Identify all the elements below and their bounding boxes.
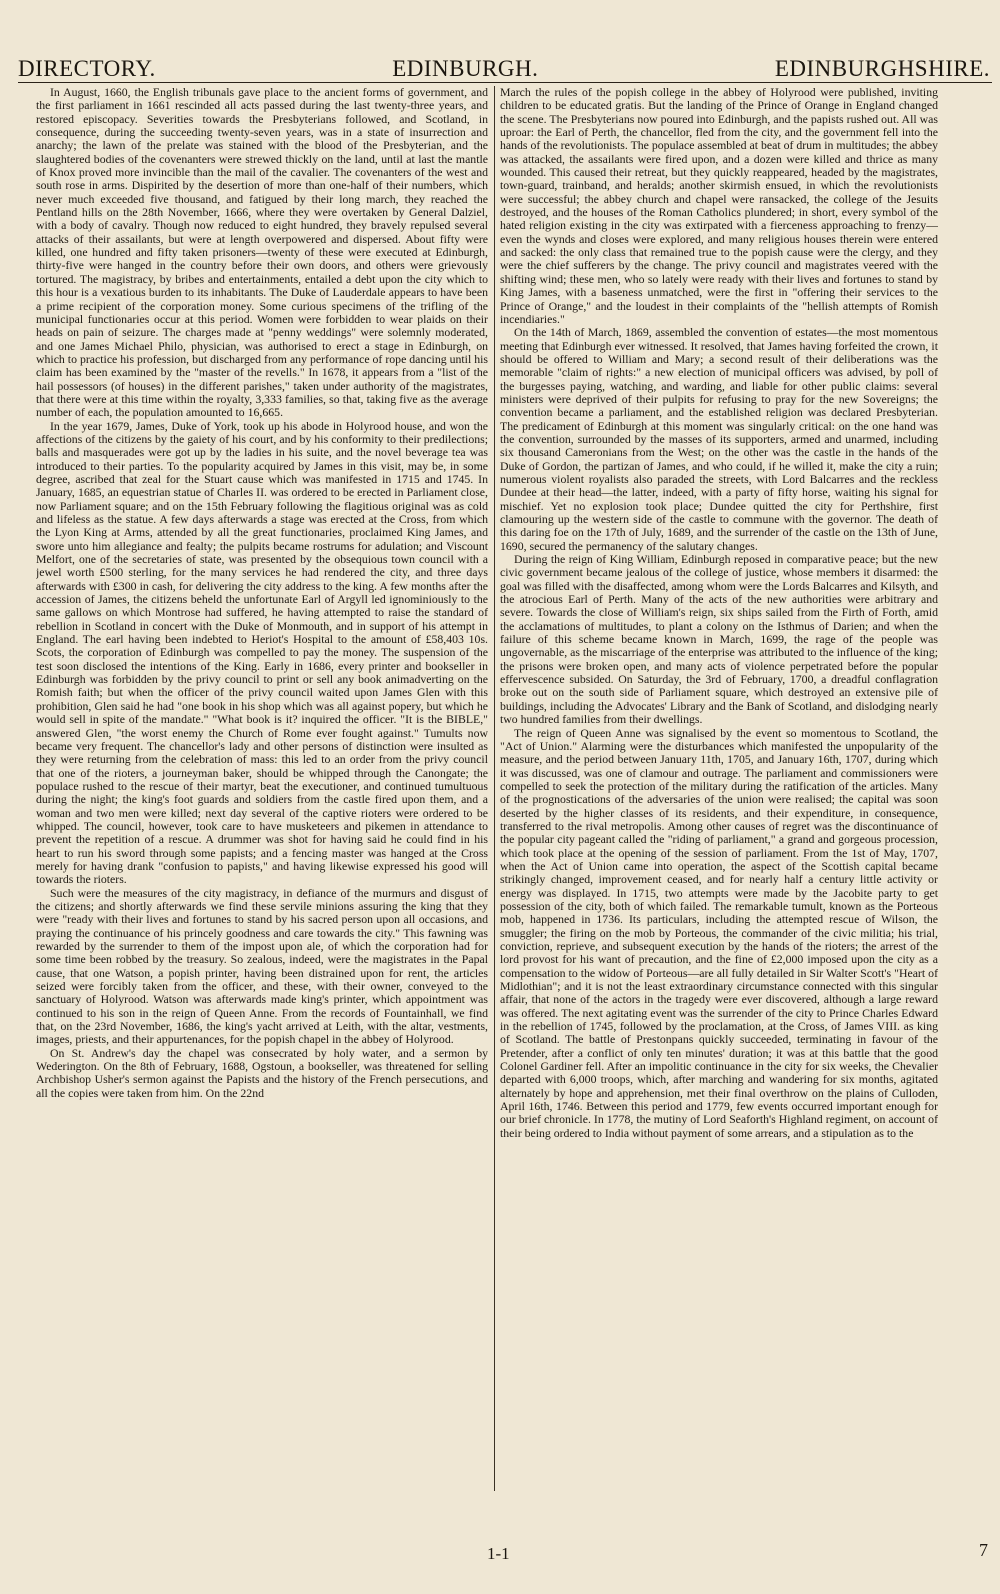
left-column (36, 86, 488, 1496)
paragraph: On the 14th of March, 1869, assembled the convention of estates—the most momentous meeting that Edinburgh ever witnessed. It resolved, that James having forfeited the crown, it should be offered to William and Mary; a second result of their deliberations was the memorable "claim of rights:" a new election of municipal officers was advised, by poll of the burgesses paying, watching, and warding, and liable for other public claims: several ministers were deprived of their pulpits for refusing to pray for the new Sovereigns; the convention became a parliament, and the established religion was declared Presbyterian. The predicament of Edinburgh at this moment was singularly critical: on the one hand was the convention, surrounded by the masses of its supporters, armed and unarmed, including six thousand Cameronians from the West; on the other was the castle in the hands of the Duke of Gordon, the partizan of James, and who could, if he willed it, make the city a ruin; numerous violent royalists also paraded the streets, with Lord Balcarres and the reckless Dundee at their head—the latter, indeed, with a party of fifty horse, waiting his signal for mischief. Yet no explosion took place; Dundee quitted the city for Perthshire, first clamouring up the western side of the castle to commune with the governor. The death of this daring foe on the 17th of July, 1689, and the surrender of the castle on the 13th of June, 1690, secured the permanency of the salutary changes. (500, 325, 938, 553)
right-column (500, 86, 938, 1496)
header-center: EDINBURGH. (392, 56, 539, 81)
paragraph: Such were the measures of the city magistracy, in defiance of the murmurs and disgust of the citizens; and shortly afterwards we find these servile minions assuring the king that they were "ready with their lives and fortunes to stand by his sacred person upon all occasions, and praying the continuance of his princely goodness and care towards the city." This fawning was rewarded by the surrender to them of the impost upon ale, of which the corporation had for some time been robbed by the treasury. So zealous, indeed, were the magistrates in the Papal cause, that one Watson, a popish printer, having been distrained upon for rent, the articles seized were forcibly taken from the officer, and these, with their owner, conveyed to the sanctuary of Holyrood. Watson was afterwards made king's printer, which appointment was continued to his son in the reign of Queen Anne. From the records of Fountainhall, we find that, on the 23rd November, 1686, the king's yacht arrived at Leith, with the altar, vestments, images, priests, and their appurtenances, for the popish chapel in the abbey of Holyrood. (36, 885, 488, 1047)
paragraph: In August, 1660, the English tribunals gave place to the ancient forms of government, and the first parliament in 1661 rescinded all acts passed during the last twenty-three years, and restored episcopacy. Severities towards the Presbyterians followed, and Scotland, in consequence, during the succeeding twenty-seven years, was in a state of insurrection and anarchy; the lawn of the prelate was stained with the blood of the Presbyterian, and the slaughtered bodies of the covenanters were strewed thickly on the land, until at last the mantle of Knox proved more invincible than the mail of the cavalier. The covenanters of the west and south rose in arms. Dispirited by the desertion of more than one-half of their numbers, which never much exceeded five thousand, and fatigued by their long march, they reached the Pentland hills on the 28th November, 1666, where they were overtaken by General Dalziel, with a body of cavalry. Though now reduced to eight hundred, they bravely repulsed several attacks of their assailants, but were at length overpowered and dispersed. About fifty were killed, one hundred and fifty taken prisoners—twenty of these were executed at Edinburgh, thirty-five were hanged in the country before their own doors, and others were grievously tortured. The magistracy, by bribes and entertainments, entailed a debt upon the city which to this hour is a vexatious burden to its inhabitants. The Duke of Lauderdale appears to have been a prime recipient of the corporation money. Some curious specimens of the trifling of the municipal functionaries occur at this period. Women were forbidden to wear plaids on their heads on pain of seizure. The charges made at "penny weddings" were solemnly moderated, and one James Michael Philo, physician, was authorised to erect a stage in Edinburgh, on which to practice his profession, but discharged from any performance of rope dancing until his claim has been examined by the "master of the revells." In 1678, it appears from a "list of the hail possessors (of houses) in the different parishes," taken under authority of the magistrates, that there were at this time within the royalty, 3,333 families, so that, taking five as the average number of each, the population amounted to 16,665. (36, 86, 488, 420)
printer-signature: 1-1 (487, 1544, 510, 1563)
column-divider (494, 86, 495, 1491)
paragraph: The reign of Queen Anne was signalised by the event so momentous to Scotland, the "Act of Union." Alarming were the disturbances which manifested the unpopularity of the measure, and the period between January 11th, 1705, and January 16th, 1707, during which it was discussed, was one of clamour and outrage. The parliament and commissioners were compelled to seek the protection of the military during the ratification of the articles. Many of the prognostications of the adversaries of the union were realised; the capital was soon deserted by the higher classes of its residents, and their expenditure, in consequence, transferred to the rival metropolis. Among other causes of regret was the discontinuance of the popular city pageant called the "riding of parliament," a grand and gorgeous procession, which took place at the opening of the session of parliament. From the 1st of May, 1707, when the Act of Union came into operation, the aspect of the Scottish capital became strikingly changed, improvement ceased, and for nearly half a century little activity or energy was displayed. In 1715, two attempts were made by the Jacobite party to get possession of the city, both of which failed. The remarkable tumult, known as the Porteous mob, happened in 1736. Its particulars, including the attempted rescue of Wilson, the smuggler; the firing on the mob by Porteous, the commander of the civic militia; his trial, conviction, reprieve, and subsequent execution by the hands of the rioters; the arrest of the lord provost for his want of precaution, and the fine of £2,000 imposed upon the city as a compensation to the widow of Porteous—are all fully detailed in Sir Walter Scott's "Heart of Midlothian"; and it is not the least extraordinary circumstance connected with this singular affair, that none of the actors in the tragedy were ever discovered, although a large reward was offered. The next agitating event was the surrender of the city to Prince Charles Edward in the rebellion of 1745, followed by the proclamation, at the Cross, of James VIII. as king of Scotland. The battle of Prestonpans quickly succeeded, terminating in favour of the Pretender, after a conflict of only ten minutes' duration; it was at this battle that the good Colonel Gardiner fell. After an impolitic continuance in the city for six weeks, the Chevalier departed with 6,000 troops, which, after marching and wandering for six months, agitated alternately by hope and apprehension, met their final overthrow on the plains of Culloden, April 16th, 1746. Between this period and 1779, few events occurred important enough for our brief chronicle. In 1778, the mutiny of Lord Seaforth's Highland regiment, on account of their being ordered to India without payment of some arrears, and a stipulation as to the (500, 725, 938, 1140)
header-left: DIRECTORY. (18, 56, 156, 81)
header-rule (18, 82, 992, 83)
paragraph: In the year 1679, James, Duke of York, took up his abode in Holyrood house, and won the affections of the citizens by the gaiety of his court, and by his conformity to their predilections; balls and masquerades were got up by the ladies in his suite, and the novel beverage tea was introduced to their parties. To the popularity acquired by James in this visit, may be, in some degree, ascribed that zeal for the Stuart cause which was manifested in 1715 and 1745. In January, 1685, an equestrian statue of Charles II. was ordered to be erected in Parliament close, now Parliament square; and on the 15th February following the flagitious original was as cold and lifeless as the statue. A few days afterwards a stage was erected at the Cross, from which the Lyon King at Arms, attended by all the great functionaries, proclaimed King James, and swore unto him allegiance and fealty; the pulpits became rostrums for adulation; and Viscount Melfort, one of the secretaries of state, was presented by the obsequious town council with a jewel worth £500 sterling, for the many services he had rendered the city, and three days afterwards with £300 in cash, for delivering the city address to the king. A few months after the accession of James, the citizens beheld the unfortunate Earl of Argyll led ignominiously to the same gallows on which Montrose had suffered, he having attempted to raise the standard of rebellion in Scotland in concert with the Duke of Monmouth, and in support of his attempt in England. The earl having been indebted to Heriot's Hospital to the amount of £58,403 10s. Scots, the corporation of Edinburgh was compelled to pay the money. The suspension of the test soon disclosed the intentions of the King. Early in 1686, every printer and bookseller in Edinburgh was forbidden by the privy council to print or sell any book animadverting on the Romish faith; but when the officer of the privy council waited upon James Glen with this prohibition, Glen said he had "one book in his shop which was all against popery, but which he would sell in spite of the mandate." "What book is it? inquired the officer. "It is the BIBLE," answered Glen, "the worst enemy the Church of Rome ever fought against." Tumults now became very frequent. The chancellor's lady and other persons of distinction were insulted as they were returning from the celebration of mass: this led to an order from the privy council that one of the rioters, a journeyman baker, should be whipped through the Canongate; the populace rushed to the rescue of their martyr, beat the executioner, and continued tumultuous during the night; the king's foot guards and soldiers from the castle fired upon them, and a woman and two men were killed; next day several of the captive rioters were ordered to be whipped. The council, however, took care to have musketeers and pikemen in attendance to prevent the repetition of a rescue. A drummer was shot for having said he could find in his heart to run his sword through some papists; and a fencing master was hanged at the Cross merely for having drank "confusion to papists," and having likewise expressed his good will towards the rioters. (36, 418, 488, 887)
running-header (18, 50, 990, 80)
paragraph: During the reign of King William, Edinburgh reposed in comparative peace; but the new civic government became jealous of the college of justice, whose members it disarmed: the goal was filled with the disaffected, among whom were the Lords Balcarres and Kilsyth, and the atrocious Earl of Perth. Many of the acts of the new authorities were arbitrary and severe. Towards the close of William's reign, six ships sailed from the Firth of Forth, amid the acclamations of multitudes, to plant a colony on the Isthmus of Darien; and when the failure of this scheme became known in March, 1699, the rage of the people was ungovernable, as the miscarriage of the enterprise was attributed to the influence of the king; the prisons were broken open, and many acts of violence perpetrated before the popular effervescence subsided. On Saturday, the 3rd of February, 1700, a dreadful conflagration broke out on the south side of Parliament square, which destroyed an extensive pile of buildings, including the Advocates' Library and the Bank of Scotland, and dislodging nearly two hundred families from their dwellings. (500, 552, 938, 727)
page-number: 7 (979, 1540, 988, 1560)
paragraph: March the rules of the popish college in the abbey of Holyrood were published, inviting children to be educated gratis. But the landing of the Prince of Orange in England changed the scene. The Presbyterians now poured into Edinburgh, and the papists rushed out. All was uproar: the Earl of Perth, the chancellor, fled from the city, and the government fell into the hands of the revolutionists. The populace assembled at beat of drum in multitudes; the abbey was attacked, the assailants were fired upon, and a dozen were killed and thrice as many wounded. This caused their retreat, but they quickly reappeared, headed by the magistrates, town-guard, trainband, and heralds; another skirmish ensued, in which the revolutionists were successful; the abbey church and chapel were ransacked, the college of the Jesuits destroyed, and the houses of the Roman Catholics plundered; in short, every symbol of the hated religion existing in the city was extirpated with a fierceness approaching to frenzy—even the wynds and closes were explored, and many religious houses therein were entered and sacked: the only class that remained true to the popish cause were the clergy, and they were the chief sufferers by the change. The privy council and magistrates veered with the shifting wind; these men, who so lately were ready with their lives and fortunes to stand by King James, with a baseness unmatched, were the first in "offering their services to the Prince of Orange," and the loudest in their complaints of the "hellish attempts of Romish incendiaries." (500, 86, 938, 326)
paragraph: On St. Andrew's day the chapel was consecrated by holy water, and a sermon by Wederington. On the 8th of February, 1688, Ogstoun, a bookseller, was threatened for selling Archbishop Usher's sermon against the Papists and the history of the French persecutions, and all the copies were taken from him. On the 22nd (36, 1045, 488, 1100)
header-right: EDINBURGHSHIRE. (774, 56, 990, 81)
